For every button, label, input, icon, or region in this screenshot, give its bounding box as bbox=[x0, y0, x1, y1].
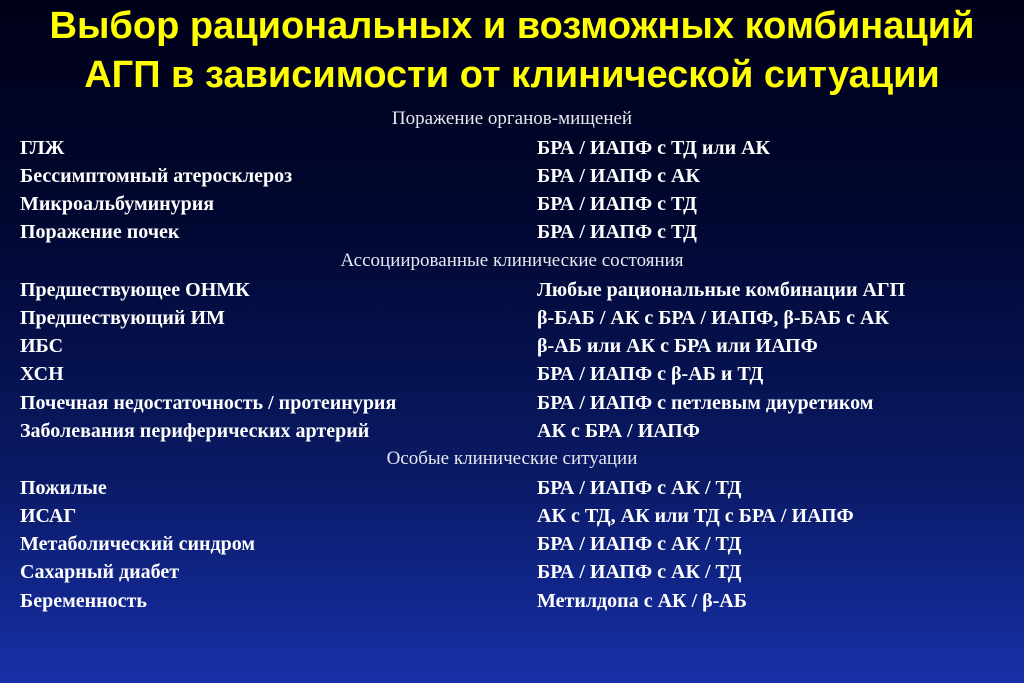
therapy-cell: БРА / ИАПФ с АК / ТД bbox=[537, 477, 742, 499]
condition-cell: ХСН bbox=[20, 363, 64, 385]
therapy-cell: БРА / ИАПФ с β-АБ и ТД bbox=[537, 363, 764, 385]
therapy-cell: БРА / ИАПФ с петлевым диуретиком bbox=[537, 392, 874, 414]
therapy-cell: β-АБ или АК с БРА или ИАПФ bbox=[537, 335, 818, 357]
section-heading-associated-conditions: Ассоциированные клинические состояния bbox=[340, 250, 684, 271]
section-heading-special-situations: Особые клинические ситуации bbox=[386, 448, 638, 469]
therapy-cell: БРА / ИАПФ с АК / ТД bbox=[537, 561, 742, 583]
slide-title-line-2: АГП в зависимости от клинической ситуации bbox=[84, 54, 940, 96]
section-heading-target-organs: Поражение органов-мищеней bbox=[391, 108, 633, 129]
therapy-cell: АК с ТД, АК или ТД с БРА / ИАПФ bbox=[537, 505, 854, 527]
condition-cell: Бессимптомный атеросклероз bbox=[20, 165, 293, 187]
therapy-cell: АК с БРА / ИАПФ bbox=[537, 420, 700, 442]
condition-cell: Предшествующий ИМ bbox=[20, 307, 225, 329]
condition-cell: Почечная недостаточность / протеинурия bbox=[20, 392, 397, 414]
condition-cell: Метаболический синдром bbox=[20, 533, 256, 555]
condition-cell: Пожилые bbox=[20, 477, 107, 499]
condition-cell: ИСАГ bbox=[20, 505, 77, 527]
condition-cell: Микроальбуминурия bbox=[20, 193, 215, 215]
therapy-cell: Любые рациональные комбинации АГП bbox=[537, 279, 906, 301]
therapy-cell: БРА / ИАПФ с АК bbox=[537, 165, 700, 187]
condition-cell: Беременность bbox=[20, 590, 147, 612]
therapy-cell: БРА / ИАПФ с ТД bbox=[537, 193, 697, 215]
condition-cell: ИБС bbox=[20, 335, 64, 357]
slide-title-line-1: Выбор рациональных и возможных комбинаций bbox=[49, 5, 975, 47]
condition-cell: Предшествующее ОНМК bbox=[20, 279, 250, 301]
condition-cell: Сахарный диабет bbox=[20, 561, 180, 583]
therapy-cell: БРА / ИАПФ с АК / ТД bbox=[537, 533, 742, 555]
therapy-cell: БРА / ИАПФ с ТД или АК bbox=[537, 137, 771, 159]
therapy-cell: β-БАБ / АК с БРА / ИАПФ, β-БАБ с АК bbox=[537, 307, 889, 329]
condition-cell: Заболевания периферических артерий bbox=[20, 420, 370, 442]
therapy-cell: Метилдопа с АК / β-АБ bbox=[537, 590, 747, 612]
therapy-cell: БРА / ИАПФ с ТД bbox=[537, 221, 697, 243]
condition-cell: Поражение почек bbox=[20, 221, 180, 243]
condition-cell: ГЛЖ bbox=[20, 137, 65, 159]
